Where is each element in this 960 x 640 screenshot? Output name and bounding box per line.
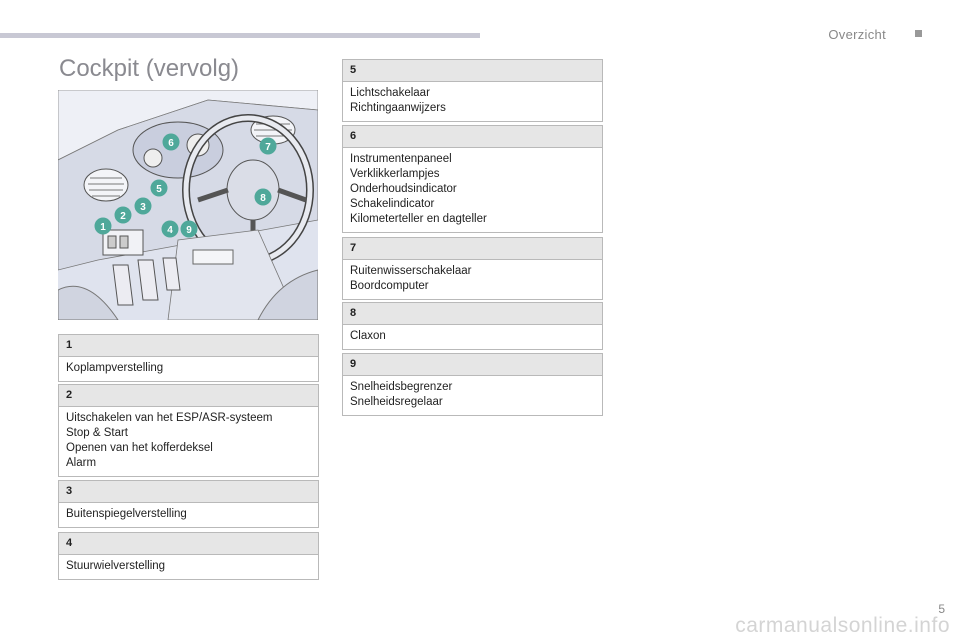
legend-box-1 bbox=[58, 334, 319, 382]
legend-box-number: 2 bbox=[59, 385, 318, 407]
legend-box-number: 3 bbox=[59, 481, 318, 503]
page-number: 5 bbox=[938, 602, 945, 616]
legend-line: Instrumentenpaneel bbox=[350, 153, 452, 165]
legend-line: Schakelindicator bbox=[350, 198, 435, 210]
badge-1-label: 1 bbox=[100, 222, 106, 233]
badge-3-label: 3 bbox=[140, 202, 146, 213]
legend-box-number: 7 bbox=[343, 238, 602, 260]
badge-9 bbox=[181, 221, 198, 238]
legend-line: Ruitenwisserschakelaar bbox=[350, 265, 472, 277]
legend-box-4 bbox=[58, 532, 319, 580]
badge-6-label: 6 bbox=[168, 138, 174, 149]
section-marker bbox=[915, 30, 922, 37]
badge-3 bbox=[135, 198, 152, 215]
watermark: carmanualsonline.info bbox=[735, 614, 950, 637]
legend-line: Kilometerteller en dagteller bbox=[350, 213, 487, 225]
badge-2 bbox=[115, 207, 132, 224]
legend-line: Claxon bbox=[350, 330, 386, 342]
legend-box-number: 4 bbox=[59, 533, 318, 555]
legend-line: Koplampverstelling bbox=[66, 362, 164, 374]
legend-line: Snelheidsbegrenzer bbox=[350, 381, 453, 393]
badge-4-label: 4 bbox=[167, 225, 173, 236]
badge-5 bbox=[151, 180, 168, 197]
badge-8 bbox=[255, 189, 272, 206]
cockpit-drawing bbox=[58, 90, 318, 320]
badge-5-label: 5 bbox=[156, 184, 162, 195]
legend-line: Buitenspiegelverstelling bbox=[66, 508, 187, 520]
legend-line: Onderhoudsindicator bbox=[350, 183, 457, 195]
legend-box-9 bbox=[342, 353, 603, 416]
badge-1 bbox=[95, 218, 112, 235]
legend-line: Richtingaanwijzers bbox=[350, 102, 446, 114]
legend-box-7 bbox=[342, 237, 603, 300]
legend-box-number: 5 bbox=[343, 60, 602, 82]
legend-line: Alarm bbox=[66, 457, 97, 469]
legend-box-8 bbox=[342, 302, 603, 350]
header-rule bbox=[0, 33, 480, 38]
badge-9-label: 9 bbox=[186, 225, 192, 236]
legend-box-number: 6 bbox=[343, 126, 602, 148]
badge-7-label: 7 bbox=[265, 142, 271, 153]
badge-2-label: 2 bbox=[120, 211, 126, 222]
legend-line: Stop & Start bbox=[66, 427, 129, 439]
section-title: Overzicht bbox=[828, 27, 886, 42]
legend-line: Lichtschakelaar bbox=[350, 87, 430, 99]
legend-line: Uitschakelen van het ESP/ASR-systeem bbox=[66, 412, 273, 424]
legend-line: Snelheidsregelaar bbox=[350, 396, 443, 408]
legend-line: Openen van het kofferdeksel bbox=[66, 442, 213, 454]
legend-line: Verklikkerlampjes bbox=[350, 168, 440, 180]
legend-box-3 bbox=[58, 480, 319, 528]
legend-box-number: 8 bbox=[343, 303, 602, 325]
legend-line: Stuurwielverstelling bbox=[66, 560, 166, 572]
badge-8-label: 8 bbox=[260, 193, 266, 204]
legend-box-number: 9 bbox=[343, 354, 602, 376]
badge-7 bbox=[260, 138, 277, 155]
badge-4 bbox=[162, 221, 179, 238]
legend-box-2 bbox=[58, 384, 319, 477]
legend-box-number: 1 bbox=[59, 335, 318, 357]
legend-box-5 bbox=[342, 59, 603, 122]
cockpit-illustration bbox=[58, 90, 318, 320]
legend-line: Boordcomputer bbox=[350, 280, 429, 292]
badge-6 bbox=[163, 134, 180, 151]
legend-box-6 bbox=[342, 125, 603, 233]
page-title: Cockpit (vervolg) bbox=[59, 55, 240, 82]
